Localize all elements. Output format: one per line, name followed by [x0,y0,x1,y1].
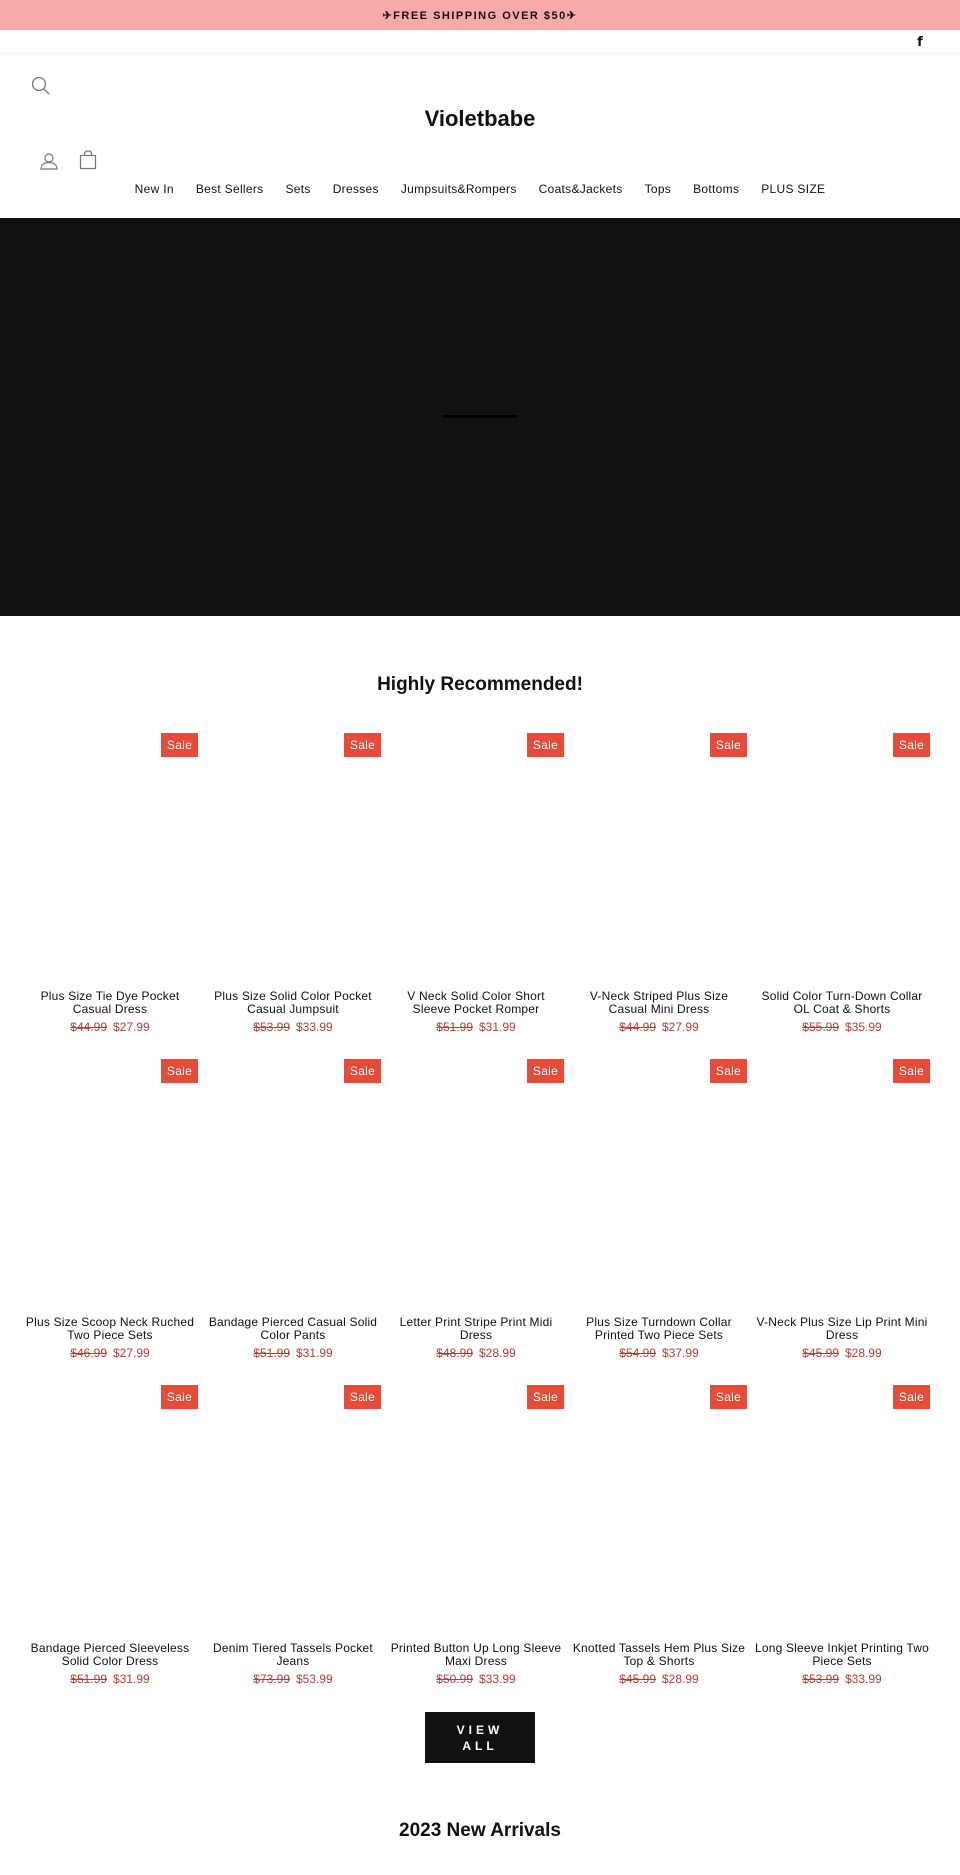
product-name[interactable]: Plus Size Solid Color Pocket Casual Jumpsuit [214,989,372,1016]
account-icon[interactable] [39,151,59,171]
product-card[interactable] [205,1385,381,1711]
product-price [571,1020,747,1034]
sale-price: $27.99 [113,1346,150,1360]
sale-badge: Sale [344,1385,381,1409]
product-price [388,1346,564,1360]
facebook-icon[interactable]: f [917,34,923,50]
sale-price: $28.99 [845,1346,882,1360]
product-price [388,1672,564,1686]
product-price [754,1020,930,1034]
sale-price: $35.99 [845,1020,882,1034]
product-card[interactable] [205,733,381,1059]
product-name[interactable]: Plus Size Turndown Collar Printed Two Piece Sets [586,1315,732,1342]
sale-badge: Sale [893,1059,930,1083]
product-price [205,1672,381,1686]
sale-badge: Sale [893,733,930,757]
main-navigation [0,180,960,198]
product-price [22,1020,198,1034]
sale-price: $53.99 [296,1672,333,1686]
original-price: $53.99 [253,1020,290,1034]
product-card[interactable] [754,1059,930,1385]
announcement-text: ✈FREE SHIPPING OVER $50✈ [382,9,578,22]
sale-badge: Sale [344,733,381,757]
view-all-button[interactable]: VIEW ALL [425,1712,535,1763]
sale-badge: Sale [344,1059,381,1083]
product-name[interactable]: V Neck Solid Color Short Sleeve Pocket Romper [407,989,545,1016]
product-image[interactable] [754,1385,930,1635]
product-card[interactable] [388,1059,564,1385]
product-card[interactable] [22,1059,198,1385]
product-card[interactable] [22,733,198,1059]
sale-badge: Sale [893,1385,930,1409]
original-price: $51.99 [436,1020,473,1034]
product-name[interactable]: Denim Tiered Tassels Pocket Jeans [213,1641,373,1668]
sale-price: $33.99 [479,1672,516,1686]
original-price: $51.99 [70,1672,107,1686]
product-name[interactable]: Bandage Pierced Casual Solid Color Pants [208,1315,378,1342]
product-price [22,1672,198,1686]
product-name[interactable]: Knotted Tassels Hem Plus Size Top & Shorts [572,1641,746,1668]
nav-tops[interactable]: Tops [644,182,672,196]
product-image[interactable] [205,1059,381,1309]
original-price: $44.99 [619,1020,656,1034]
product-price [205,1020,381,1034]
nav-bottoms[interactable]: Bottoms [693,182,740,196]
sale-badge: Sale [710,1385,747,1409]
sale-badge: Sale [527,733,564,757]
product-price [205,1346,381,1360]
original-price: $45.99 [619,1672,656,1686]
product-name[interactable]: Long Sleeve Inkjet Printing Two Piece Sets [754,1641,930,1668]
sale-badge: Sale [161,733,198,757]
new-arrivals-title: 2023 New Arrivals [399,1820,561,1841]
product-card[interactable] [205,1059,381,1385]
product-image[interactable] [205,1385,381,1635]
original-price: $48.99 [436,1346,473,1360]
original-price: $73.99 [253,1672,290,1686]
sale-badge: Sale [161,1059,198,1083]
sale-price: $27.99 [662,1020,699,1034]
sale-badge: Sale [710,733,747,757]
product-image[interactable] [754,733,930,983]
search-icon[interactable] [30,75,52,97]
product-image[interactable] [571,1385,747,1635]
nav-coats-jackets[interactable]: Coats&Jackets [538,182,623,196]
nav-best-sellers[interactable]: Best Sellers [195,182,264,196]
product-price [388,1020,564,1034]
product-card[interactable] [388,733,564,1059]
sale-price: $28.99 [662,1672,699,1686]
hero-slide-indicator[interactable] [443,415,517,418]
nav-dresses[interactable]: Dresses [332,182,379,196]
sale-price: $33.99 [296,1020,333,1034]
original-price: $50.99 [436,1672,473,1686]
product-card[interactable] [571,1385,747,1711]
product-price [22,1346,198,1360]
product-card[interactable] [571,733,747,1059]
product-image[interactable] [571,733,747,983]
product-card[interactable] [571,1059,747,1385]
product-image[interactable] [388,1385,564,1635]
brand-logo[interactable]: Violetbabe [424,106,536,131]
recommended-title: Highly Recommended! [377,674,583,695]
original-price: $45.99 [802,1346,839,1360]
sale-price: $37.99 [662,1346,699,1360]
announcement-bar [0,0,960,30]
product-grid [22,733,938,1711]
product-price [754,1672,930,1686]
original-price: $46.99 [70,1346,107,1360]
utility-bar [0,30,960,54]
cart-icon[interactable] [78,150,98,170]
hero-banner[interactable] [0,218,960,616]
sale-badge: Sale [710,1059,747,1083]
product-name[interactable]: Printed Button Up Long Sleeve Maxi Dress [390,1641,562,1668]
product-image[interactable] [22,733,198,983]
original-price: $51.99 [253,1346,290,1360]
product-card[interactable] [754,733,930,1059]
product-image[interactable] [754,1059,930,1309]
product-name[interactable]: Solid Color Turn-Down Collar OL Coat & Shorts [761,989,923,1016]
nav-plus-size[interactable]: PLUS SIZE [761,182,826,196]
product-name[interactable]: Plus Size Tie Dye Pocket Casual Dress [40,989,180,1016]
product-card[interactable] [754,1385,930,1711]
product-price [571,1346,747,1360]
product-price [754,1346,930,1360]
nav-new-in[interactable]: New In [134,182,174,196]
product-name[interactable]: V-Neck Plus Size Lip Print Mini Dress [756,1315,928,1342]
product-card[interactable] [388,1385,564,1711]
product-name[interactable]: Letter Print Stripe Print Midi Dress [399,1315,553,1342]
sale-badge: Sale [527,1059,564,1083]
product-image[interactable] [388,733,564,983]
product-image[interactable] [571,1059,747,1309]
original-price: $44.99 [70,1020,107,1034]
product-name[interactable]: Bandage Pierced Sleeveless Solid Color Dress [30,1641,190,1668]
product-name[interactable]: V-Neck Striped Plus Size Casual Mini Dress [589,989,729,1016]
sale-price: $31.99 [296,1346,333,1360]
product-image[interactable] [205,733,381,983]
product-image[interactable] [22,1385,198,1635]
sale-price: $33.99 [845,1672,882,1686]
original-price: $53.99 [802,1672,839,1686]
product-price [571,1672,747,1686]
sale-badge: Sale [161,1385,198,1409]
nav-sets[interactable]: Sets [285,182,311,196]
product-image[interactable] [388,1059,564,1309]
sale-price: $27.99 [113,1020,150,1034]
sale-price: $31.99 [113,1672,150,1686]
nav-jumpsuits-rompers[interactable]: Jumpsuits&Rompers [400,182,517,196]
sale-price: $28.99 [479,1346,516,1360]
product-card[interactable] [22,1385,198,1711]
original-price: $55.99 [802,1020,839,1034]
original-price: $54.99 [619,1346,656,1360]
product-name[interactable]: Plus Size Scoop Neck Ruched Two Piece Sets [25,1315,195,1342]
sale-badge: Sale [527,1385,564,1409]
sale-price: $31.99 [479,1020,516,1034]
product-image[interactable] [22,1059,198,1309]
